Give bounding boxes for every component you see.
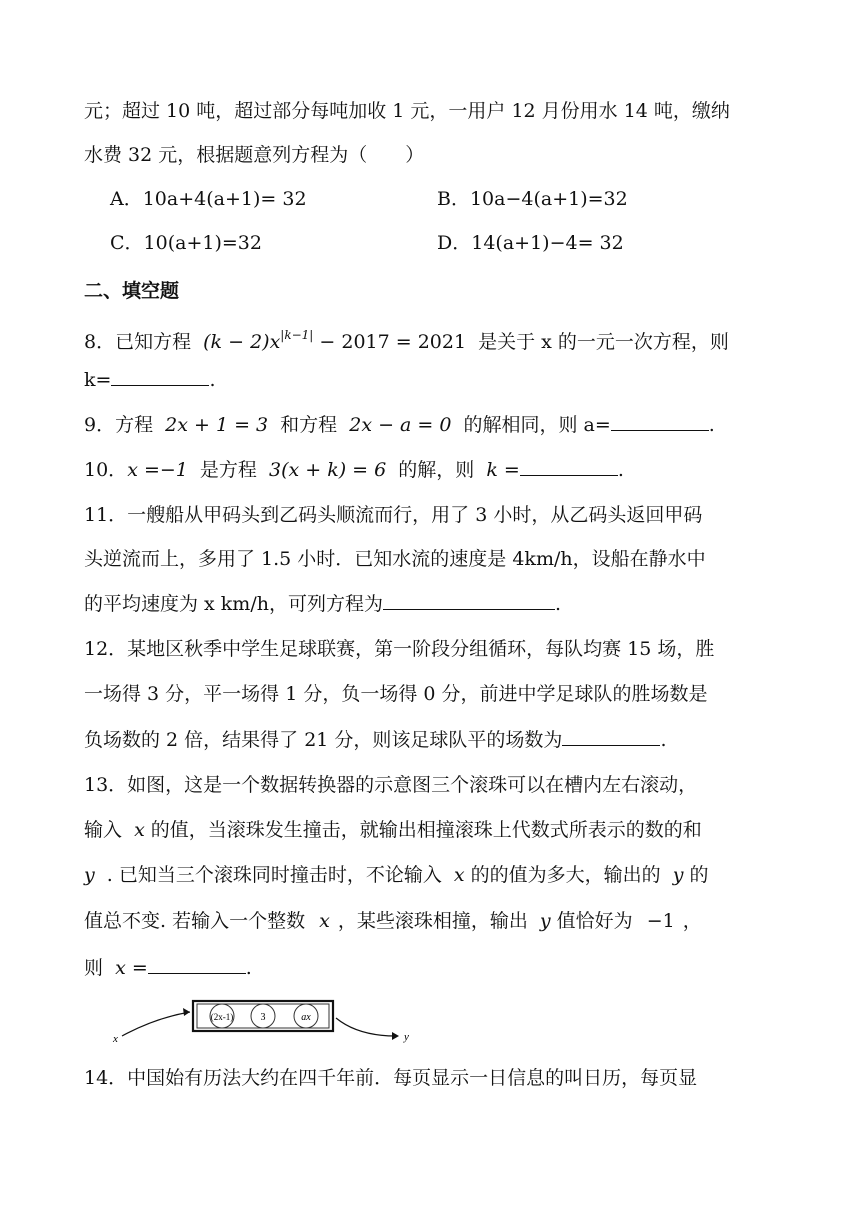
q8-line-1	[84, 323, 729, 354]
q13-var-y-2: y	[672, 864, 684, 886]
q14-line-1: 14．中国始有历法大约在四千年前．每页显示一日信息的叫日历，每页显	[84, 1067, 698, 1089]
q8-end: .	[209, 369, 216, 391]
q11-line-3	[84, 591, 561, 616]
ball-1-label: (2x-1)	[210, 1012, 234, 1022]
q13-end: .	[245, 957, 252, 979]
output-arrow	[336, 1018, 396, 1036]
q13-line-4-c: 值恰好为	[556, 910, 633, 932]
q13-answer-blank[interactable]	[148, 955, 246, 974]
q13-line-2-b: 的值，当滚珠发生撞击，就输出相撞滚珠上代数式所表示的数的和	[150, 819, 702, 841]
q10-equation-2: 3(x + k) = 6	[268, 459, 387, 481]
q9-answer-blank[interactable]	[611, 412, 709, 431]
q10-end: .	[617, 459, 624, 481]
q13-output-value: −1	[646, 910, 675, 932]
q10-equation-1: x =−1	[127, 459, 188, 481]
q9-line	[84, 412, 715, 437]
q9-equation-1: 2x + 1 = 3	[165, 414, 269, 436]
q13-line-4-b: ，某些滚珠相撞，输出	[337, 910, 528, 932]
q13-line-4-d: ，	[682, 910, 702, 932]
q8-text: 是关于 x 的一元一次方程，则	[478, 331, 729, 353]
q12-answer-blank[interactable]	[562, 727, 660, 746]
q12-line-3-text: 负场数的 2 倍，结果得了 21 分，则该足球队平的场数为	[84, 729, 563, 751]
q13-var-x-4: x =	[115, 957, 148, 979]
q11-answer-blank[interactable]	[383, 591, 555, 610]
q7-line-1: 元；超过 10 吨，超过部分每吨加收 1 元，一用户 12 月份用水 14 吨，缴纳	[84, 100, 730, 122]
q13-var-x-3: x	[319, 910, 330, 932]
q12-line-2: 一场得 3 分，平一场得 1 分，负一场得 0 分，前进中学足球队的胜场数是	[84, 683, 708, 705]
q8-equation-exponent: |k−1|	[280, 328, 314, 342]
q8-equation-lhs: (k − 2)x	[203, 331, 281, 353]
q7-line-2: 水费 32 元，根据题意列方程为（ ）	[84, 144, 425, 166]
converter-figure	[110, 996, 430, 1050]
ball-2-label: 3	[260, 1012, 266, 1023]
q11-line-3-text: 的平均速度为 x km/h，可列方程为	[84, 593, 383, 615]
q13-line-3-c: 的的值为多大，输出的	[470, 864, 661, 886]
output-arrow-head	[392, 1032, 399, 1040]
q10-number: 10．	[84, 459, 128, 481]
q13-line-4	[84, 909, 702, 933]
figure-output-label: y	[404, 1031, 409, 1043]
q13-line-3-d: 的	[689, 864, 709, 886]
q10-text: 的解，则	[398, 459, 475, 481]
input-arrow-head	[183, 1008, 190, 1016]
q9-number: 9．方程	[84, 414, 154, 436]
q8-line-2	[84, 367, 215, 392]
q12-line-1: 12．某地区秋季中学生足球联赛，第一阶段分组循环，每队均赛 15 场，胜	[84, 638, 715, 660]
ball-3-label: ax	[301, 1012, 311, 1023]
q13-line-2-a: 输入	[84, 819, 123, 841]
input-arrow	[122, 1012, 190, 1036]
figure-input-label: x	[113, 1033, 118, 1045]
q8-k-label: k=	[84, 369, 112, 391]
q10-mid-text: 是方程	[199, 459, 257, 481]
q13-line-3-b: . 已知当三个滚珠同时撞击时，不论输入	[106, 864, 442, 886]
q8-equation-rhs: − 2017 = 2021	[319, 331, 467, 353]
q13-var-y: y	[84, 864, 95, 886]
q13-var-x: x	[134, 819, 145, 841]
q7-option-a[interactable]: A．10a+4(a+1)= 32	[110, 188, 307, 210]
q10-answer-blank[interactable]	[520, 457, 618, 476]
q13-line-5	[84, 955, 252, 980]
q9-text: 的解相同，则 a=	[463, 414, 611, 436]
q13-var-y-3: y	[539, 910, 551, 932]
q10-equation-3: k =	[486, 459, 520, 481]
q13-line-4-a: 值总不变. 若输入一个整数	[84, 910, 306, 932]
q9-end: .	[708, 414, 715, 436]
q11-line-2: 头逆流而上，多用了 1.5 小时．已知水流的速度是 4km/h，设船在静水中	[84, 548, 706, 570]
q7-option-c[interactable]: C．10(a+1)=32	[110, 232, 262, 254]
q7-option-b[interactable]: B．10a−4(a+1)=32	[437, 188, 628, 210]
q8-number: 8．已知方程	[84, 331, 192, 353]
q11-line-1: 11．一艘船从甲码头到乙码头顺流而行，用了 3 小时，从乙码头返回甲码	[84, 504, 703, 526]
q13-var-x-2: x	[453, 864, 465, 886]
q10-line	[84, 457, 624, 482]
q9-mid-text: 和方程	[280, 414, 338, 436]
q8-answer-blank[interactable]	[111, 367, 209, 386]
q13-line-2	[84, 818, 702, 842]
q13-line-1: 13．如图，这是一个数据转换器的示意图三个滚珠可以在槽内左右滚动，	[84, 774, 698, 796]
q12-line-3	[84, 727, 666, 752]
q12-end: .	[660, 729, 667, 751]
q13-line-3	[84, 863, 708, 887]
q11-end: .	[554, 593, 562, 615]
q7-option-d[interactable]: D．14(a+1)−4= 32	[437, 232, 624, 254]
section-title: 二、填空题	[84, 280, 180, 302]
q13-line-5-a: 则	[84, 957, 104, 979]
q9-equation-2: 2x − a = 0	[349, 414, 452, 436]
